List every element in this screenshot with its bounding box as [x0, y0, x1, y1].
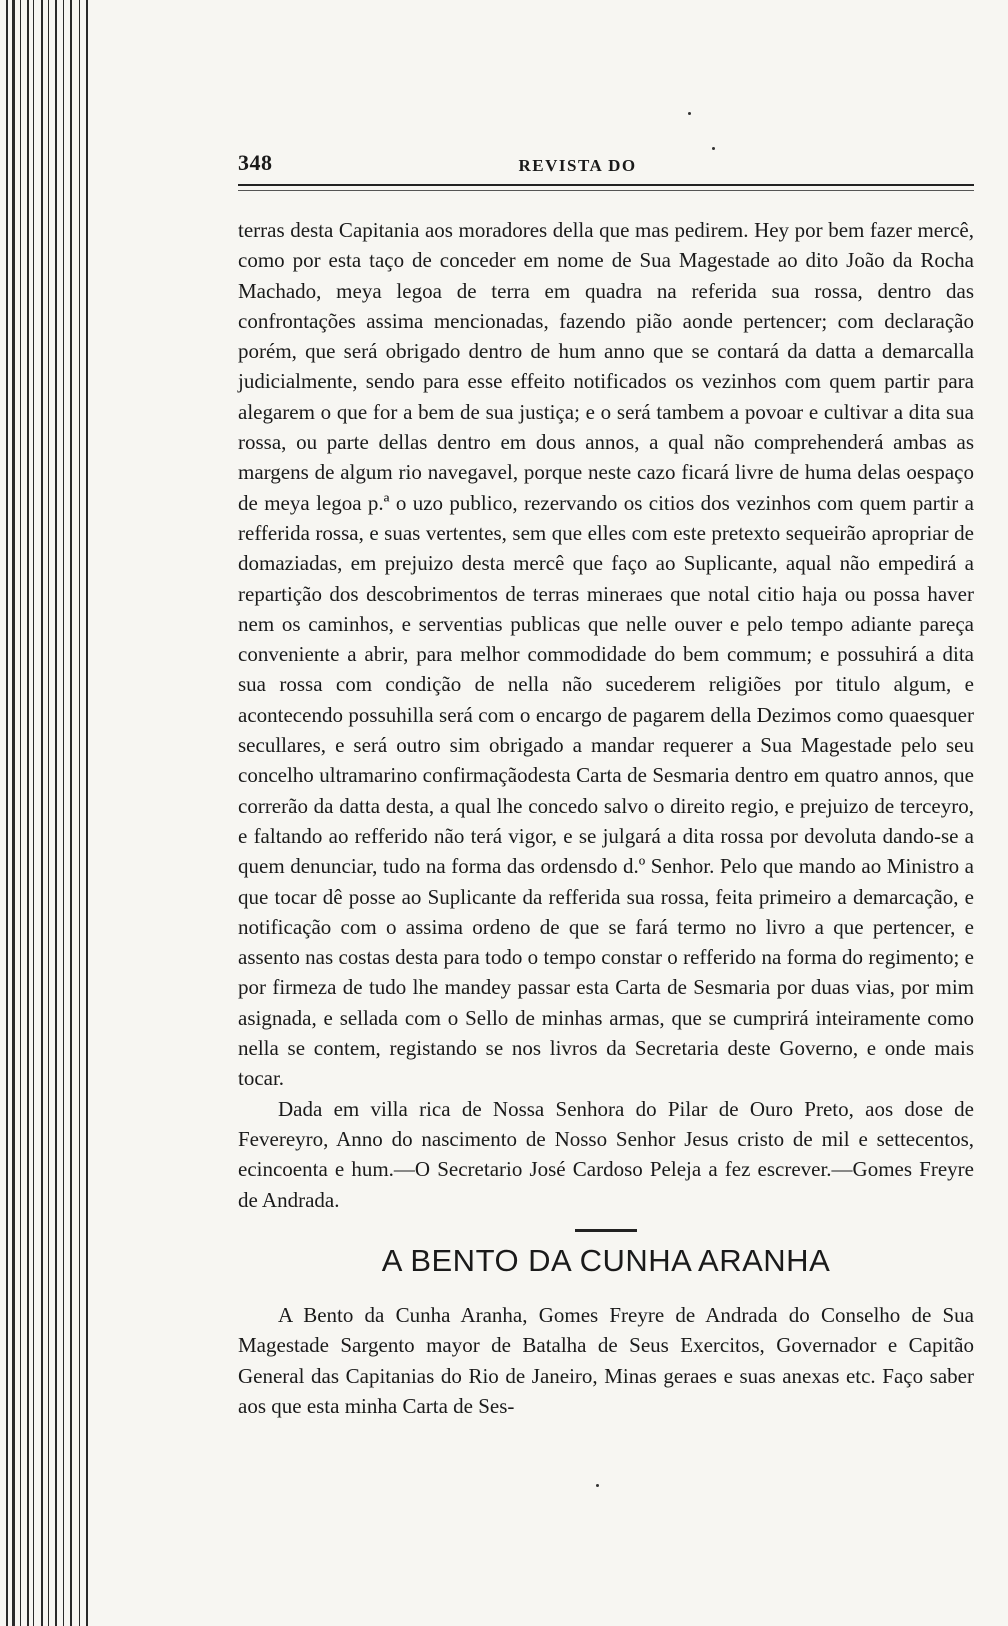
speck [688, 112, 691, 115]
book-page [238, 150, 974, 1421]
body-paragraph-1: terras desta Capitania aos moradores della que mas pedirem. Hey por bem fazer mercê, como por esta taço de conceder em nome de Sua Magestade ao dito João da Rocha Machado, meya legoa de terra em quadra na referida sua rossa, dentro das confrontações assima mencionadas, fazendo pião aonde pertencer; com declaração porém, que será obrigado dentro de hum anno que se contará da datta a demarcalla judicialmente, sendo para esse effeito notificados os vezinhos com quem partir para alegarem o que for a bem de sua justiça; e o será tambem a povoar e cultivar a dita sua rossa, ou parte dellas dentro em dous annos, a qual não comprehenderá ambas as margens de algum rio navegavel, porque neste cazo ficará livre de huma delas oespaço de meya legoa p.ª o uzo publico, rezervando os citios dos vezinhos com quem partir a refferida rossa, e suas vertentes, sem que elles com este pretexto sequeirão apropriar de domaziadas, em prejuizo desta mercê que faço ao Suplicante, aqual não empedirá a repartição dos descobrimentos de terras mineraes que notal citio haja ou possa haver nem os caminhos, e serventias publicas que nelle ouver e pelo tempo adiante pareça conveniente a abrir, para melhor commodidade do bem commum; e possuhirá a dita sua rossa com condição de nella não sucederem religiões por titulo algum, e acontecendo possuhilla será com o encargo de pagarem della Dezimos como quaesquer secullares, e será outro sim obrigado a mandar requerer a Sua Magestade pelo seu concelho ultramarino confirmaçãodesta Carta de Sesmaria dentro em quatro annos, que correrão da datta desta, a qual lhe concedo salvo o direito regio, e prejuizo de terceyro, e faltando ao refferido não terá vigor, e se julgará a dita rossa por devoluta dando-se a quem denunciar, tudo na forma das ordensdo d.º Senhor. Pelo que mando ao Ministro a que tocar dê posse ao Suplicante da refferida sua rossa, feita primeiro a demarcação, e notificação com o assima ordeno de que se fará termo no livro a que pertencer, e assento nas costas desta para todo o tempo constar o refferido na forma do regimento; e por firmeza de tudo lhe mandey passar esta Carta de Sesmaria por duas vias, por mim asignada, e sellada com o Sello de minhas armas, que se cumprirá inteiramente como nella se contem, registando se nos livros da Secretaria deste Governo, e onde mais tocar. [238, 218, 974, 1091]
body-paragraph-2: Dada em villa rica de Nossa Senhora do Pilar de Ouro Preto, aos dose de Fevereyro, Anno do nascimento de Nosso Senhor Jesus cristo de mil e settecentos, ecincoenta e hum.—O Secretario José Cardoso Peleja a fez escrever.—Gomes Freyre de Andrada. [238, 1096, 974, 1212]
section-paragraph-1: A Bento da Cunha Aranha, Gomes Freyre de Andrada do Conselho de Sua Magestade Sargento mayor de Batalha de Seus Exercitos, Governador e Capitão General das Capitanias do Rio de Janeiro, Minas geraes e suas anexas etc. Faço saber aos que esta minha Carta de Ses- [238, 1303, 974, 1418]
page-number: 348 [238, 150, 273, 175]
book-binding-edge [0, 0, 90, 1626]
section-title: A BENTO DA CUNHA ARANHA [381, 1242, 831, 1278]
speck [596, 1484, 599, 1487]
header-rule [238, 184, 974, 191]
page-header [238, 150, 974, 176]
section-separator [575, 1229, 637, 1232]
running-head: REVISTA DO [518, 156, 637, 175]
main-text [238, 215, 974, 1421]
